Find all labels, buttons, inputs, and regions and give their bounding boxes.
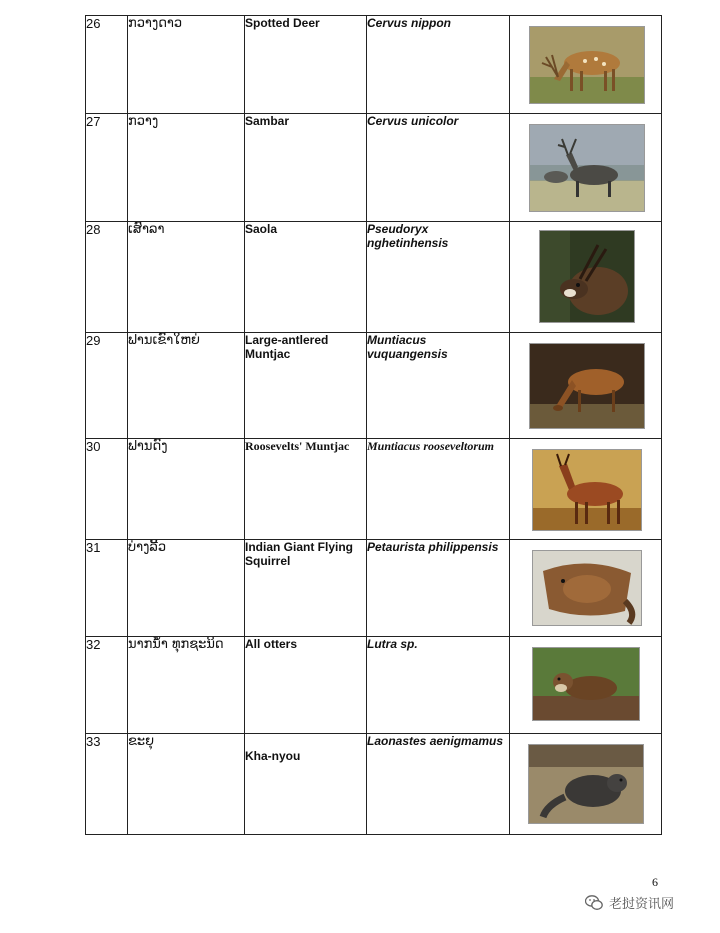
english-name: Large-antlered Muntjac <box>245 333 367 439</box>
lao-name: ເສົາລາ <box>128 222 245 333</box>
table-row <box>86 637 662 734</box>
photo-cell <box>510 114 662 222</box>
english-name: All otters <box>245 637 367 734</box>
table-row <box>86 439 662 540</box>
large-antlered-muntjac-photo <box>529 343 645 429</box>
photo-cell <box>510 734 662 835</box>
photo-cell <box>510 439 662 540</box>
scientific-name: Muntiacus vuquangensis <box>367 333 510 439</box>
photo-cell <box>510 637 662 734</box>
lao-name: ຂະຍຸ <box>128 734 245 835</box>
row-number: 28 <box>86 222 128 333</box>
scientific-name: Muntiacus rooseveltorum <box>367 439 510 540</box>
lao-name: ຟານດົງ <box>128 439 245 540</box>
scientific-name: Cervus unicolor <box>367 114 510 222</box>
page-number: 6 <box>652 875 658 889</box>
saola-photo <box>539 230 635 323</box>
roosevelts-muntjac-photo <box>532 449 642 531</box>
english-name: Sambar <box>245 114 367 222</box>
table-row <box>86 734 662 835</box>
row-number: 30 <box>86 439 128 540</box>
table-row <box>86 114 662 222</box>
row-number: 31 <box>86 540 128 637</box>
scientific-name: Pseudoryx nghetinhensis <box>367 222 510 333</box>
scientific-name: Cervus nippon <box>367 16 510 114</box>
english-name: Spotted Deer <box>245 16 367 114</box>
lao-name: ກວາງ <box>128 114 245 222</box>
spotted-deer-photo <box>529 26 645 104</box>
table-row <box>86 16 662 114</box>
table-row <box>86 540 662 637</box>
photo-cell <box>510 16 662 114</box>
lao-name: ກວາງດາວ <box>128 16 245 114</box>
photo-cell <box>510 222 662 333</box>
photo-cell <box>510 333 662 439</box>
row-number: 29 <box>86 333 128 439</box>
kha-nyou-photo <box>528 744 644 824</box>
lao-name: ຟານເຂົາໃຫຍ່ <box>128 333 245 439</box>
photo-cell <box>510 540 662 637</box>
sambar-photo <box>529 124 645 212</box>
scientific-name: Lutra sp. <box>367 637 510 734</box>
flying-squirrel-photo <box>532 550 642 626</box>
lao-name: ນາກນ້ໍາ ທຸກຊະນິດ <box>128 637 245 734</box>
english-name: Indian Giant Flying Squirrel <box>245 540 367 637</box>
table-row <box>86 222 662 333</box>
row-number: 33 <box>86 734 128 835</box>
english-name: Kha-nyou <box>245 734 367 835</box>
watermark <box>585 893 674 912</box>
english-name: Saola <box>245 222 367 333</box>
lao-name: ບ່າງລີ້ວ <box>128 540 245 637</box>
scientific-name: Laonastes aenigmamus <box>367 734 510 835</box>
scientific-name: Petaurista philippensis <box>367 540 510 637</box>
english-name: Roosevelts' Muntjac <box>245 439 367 540</box>
table-row <box>86 333 662 439</box>
watermark-text: 老挝资讯网 <box>609 897 675 912</box>
row-number: 27 <box>86 114 128 222</box>
wechat-icon <box>585 895 603 911</box>
species-table <box>85 15 662 835</box>
row-number: 26 <box>86 16 128 114</box>
row-number: 32 <box>86 637 128 734</box>
otter-photo <box>532 647 640 721</box>
